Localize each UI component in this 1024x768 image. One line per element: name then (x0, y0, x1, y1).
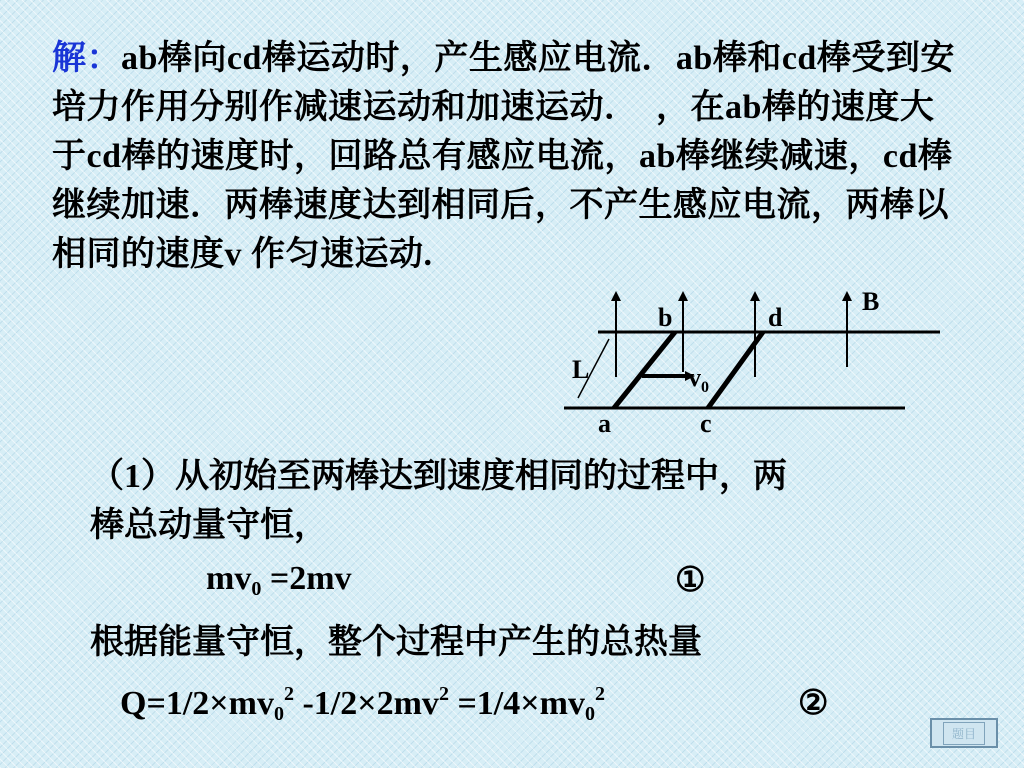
momentum-equation: $mv_0 =2mv$ (206, 560, 352, 600)
equation2-marker: ② (798, 685, 829, 722)
label-a: a (598, 409, 611, 438)
solution-paragraph (52, 34, 962, 279)
solution-label: 解： (52, 40, 121, 77)
back-to-question-button[interactable] (930, 718, 998, 748)
energy-statement: 根据能量守恒，整个过程中产生的总热量 (90, 624, 702, 661)
label-v0: $v_0$ (688, 363, 709, 396)
solution-text: ab棒向cd棒运动时，产生感应电流．ab棒和cd棒受到安培力作用分别作减速运动和加速运动． ，在ab棒的速度大于cd棒的速度时，回路总有感应电流，ab棒继续减速，cd棒继续加速．两棒速度达到相同后，不产生感应电流，两棒以相同的速度v 作匀速运动. (52, 40, 955, 273)
back-to-question-label: 题目 (943, 722, 985, 745)
part1-line2: 棒总动量守恒， (90, 507, 328, 544)
label-c: c (700, 409, 712, 438)
label-b: b (658, 303, 673, 332)
label-d: d (768, 303, 783, 332)
rails-diagram (550, 282, 950, 442)
label-L: L (572, 355, 590, 384)
rod-ab (614, 332, 675, 408)
part1-line1: （1）从初始至两棒达到速度相同的过程中，两 (90, 458, 787, 495)
label-B: B (862, 287, 880, 316)
heat-equation: $Q=1/2\times mv_0^2$ $-1/2\times 2mv^2 =1/4\times mv_0^2$ (120, 683, 605, 725)
equation1-marker: ① (675, 562, 706, 599)
